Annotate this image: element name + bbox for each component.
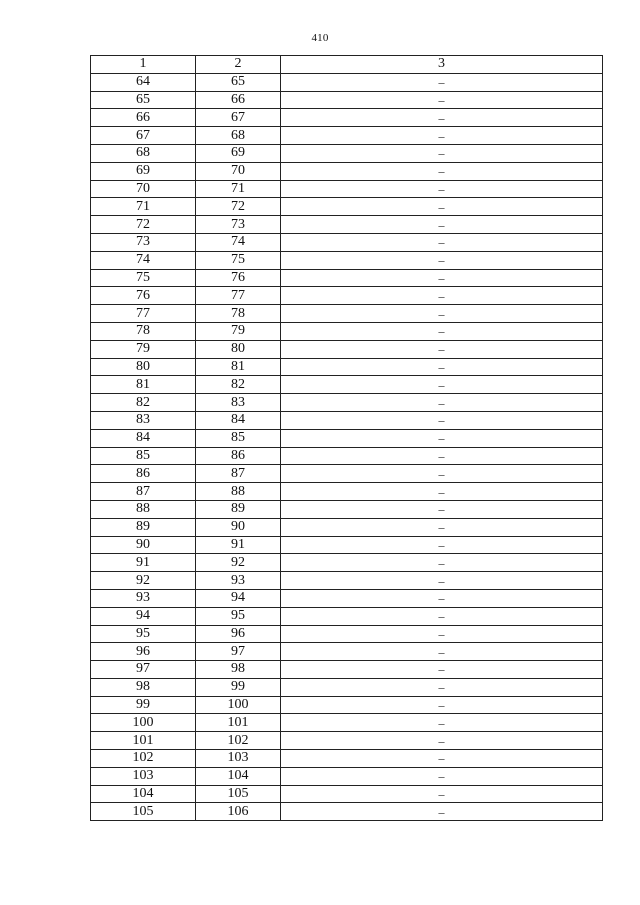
- table-cell-col-2: 67: [196, 109, 281, 127]
- table-cell-col-1: 83: [91, 411, 196, 429]
- table-cell-col-1: 102: [91, 750, 196, 768]
- table-cell-col-3: –: [281, 732, 603, 750]
- table-cell-col-3: –: [281, 500, 603, 518]
- table-row: [91, 696, 603, 714]
- table-cell-col-3: –: [281, 429, 603, 447]
- table-body: [91, 73, 603, 820]
- table-cell-col-1: 86: [91, 465, 196, 483]
- table-cell-col-1: 93: [91, 589, 196, 607]
- table-cell-col-2: 104: [196, 767, 281, 785]
- table-row: [91, 233, 603, 251]
- table-cell-col-3: –: [281, 269, 603, 287]
- table-cell-col-2: 91: [196, 536, 281, 554]
- table-cell-col-2: 69: [196, 144, 281, 162]
- table-cell-col-2: 72: [196, 198, 281, 216]
- table-cell-col-2: 96: [196, 625, 281, 643]
- table-cell-col-2: 80: [196, 340, 281, 358]
- table-cell-col-2: 100: [196, 696, 281, 714]
- table-cell-col-3: –: [281, 661, 603, 679]
- table-cell-col-2: 92: [196, 554, 281, 572]
- table-cell-col-3: –: [281, 483, 603, 501]
- table-cell-col-2: 83: [196, 394, 281, 412]
- table-cell-col-2: 93: [196, 572, 281, 590]
- table-cell-col-1: 98: [91, 678, 196, 696]
- table-cell-col-2: 89: [196, 500, 281, 518]
- table-cell-col-1: 96: [91, 643, 196, 661]
- table-cell-col-3: –: [281, 144, 603, 162]
- table-row: [91, 180, 603, 198]
- page-number: 410: [311, 32, 329, 44]
- table-cell-col-3: –: [281, 750, 603, 768]
- table-row: [91, 447, 603, 465]
- table-row: [91, 750, 603, 768]
- table-cell-col-2: 90: [196, 518, 281, 536]
- table-row: [91, 518, 603, 536]
- table-cell-col-2: 99: [196, 678, 281, 696]
- table-cell-col-2: 82: [196, 376, 281, 394]
- table-cell-col-1: 67: [91, 127, 196, 145]
- table-cell-col-1: 73: [91, 233, 196, 251]
- table-cell-col-2: 74: [196, 233, 281, 251]
- table-cell-col-3: –: [281, 518, 603, 536]
- table-row: [91, 625, 603, 643]
- table-cell-col-1: 94: [91, 607, 196, 625]
- table-cell-col-1: 78: [91, 322, 196, 340]
- table-cell-col-1: 90: [91, 536, 196, 554]
- table-cell-col-1: 76: [91, 287, 196, 305]
- table-cell-col-1: 77: [91, 305, 196, 323]
- table-cell-col-2: 95: [196, 607, 281, 625]
- table-cell-col-3: –: [281, 216, 603, 234]
- table-cell-col-2: 102: [196, 732, 281, 750]
- table-row: [91, 269, 603, 287]
- table-cell-col-2: 84: [196, 411, 281, 429]
- table-cell-col-3: –: [281, 162, 603, 180]
- table-row: [91, 572, 603, 590]
- table-row: [91, 429, 603, 447]
- table-cell-col-1: 101: [91, 732, 196, 750]
- table-row: [91, 803, 603, 821]
- table-cell-col-3: –: [281, 465, 603, 483]
- table-cell-col-3: –: [281, 180, 603, 198]
- data-table: [90, 55, 603, 821]
- table-cell-col-1: 70: [91, 180, 196, 198]
- table-cell-col-1: 91: [91, 554, 196, 572]
- table-row: [91, 287, 603, 305]
- table-cell-col-1: 66: [91, 109, 196, 127]
- table-cell-col-2: 71: [196, 180, 281, 198]
- header-row: [91, 56, 603, 74]
- table-cell-col-2: 66: [196, 91, 281, 109]
- table-cell-col-3: –: [281, 198, 603, 216]
- table-cell-col-1: 95: [91, 625, 196, 643]
- table-row: [91, 714, 603, 732]
- table-cell-col-1: 89: [91, 518, 196, 536]
- table-cell-col-1: 72: [91, 216, 196, 234]
- table-cell-col-3: –: [281, 233, 603, 251]
- table-cell-col-1: 79: [91, 340, 196, 358]
- table-row: [91, 589, 603, 607]
- table-cell-col-3: –: [281, 625, 603, 643]
- table-cell-col-1: 65: [91, 91, 196, 109]
- table-row: [91, 251, 603, 269]
- table-row: [91, 411, 603, 429]
- table-cell-col-3: –: [281, 340, 603, 358]
- table-cell-col-1: 92: [91, 572, 196, 590]
- table-cell-col-3: –: [281, 767, 603, 785]
- table-cell-col-3: –: [281, 322, 603, 340]
- column-header-1: 1: [91, 56, 196, 74]
- table-cell-col-3: –: [281, 554, 603, 572]
- table-cell-col-2: 65: [196, 73, 281, 91]
- table-cell-col-3: –: [281, 572, 603, 590]
- table-row: [91, 767, 603, 785]
- table-row: [91, 358, 603, 376]
- table-cell-col-3: –: [281, 643, 603, 661]
- table-cell-col-2: 88: [196, 483, 281, 501]
- table-cell-col-1: 87: [91, 483, 196, 501]
- table-cell-col-1: 80: [91, 358, 196, 376]
- table-row: [91, 91, 603, 109]
- table-cell-col-2: 106: [196, 803, 281, 821]
- table-cell-col-3: –: [281, 394, 603, 412]
- table-cell-col-3: –: [281, 305, 603, 323]
- table-cell-col-3: –: [281, 91, 603, 109]
- table-row: [91, 536, 603, 554]
- table-cell-col-2: 94: [196, 589, 281, 607]
- table-cell-col-1: 75: [91, 269, 196, 287]
- table-cell-col-2: 98: [196, 661, 281, 679]
- table-row: [91, 554, 603, 572]
- table-cell-col-2: 76: [196, 269, 281, 287]
- table-row: [91, 483, 603, 501]
- table-cell-col-3: –: [281, 447, 603, 465]
- table-cell-col-2: 105: [196, 785, 281, 803]
- table-cell-col-1: 84: [91, 429, 196, 447]
- table-cell-col-3: –: [281, 73, 603, 91]
- table-cell-col-1: 104: [91, 785, 196, 803]
- table-cell-col-2: 70: [196, 162, 281, 180]
- table-cell-col-3: –: [281, 109, 603, 127]
- table-row: [91, 732, 603, 750]
- table-row: [91, 305, 603, 323]
- table-row: [91, 465, 603, 483]
- table-row: [91, 678, 603, 696]
- table-row: [91, 144, 603, 162]
- table-cell-col-2: 78: [196, 305, 281, 323]
- table-cell-col-2: 86: [196, 447, 281, 465]
- table-cell-col-1: 69: [91, 162, 196, 180]
- table-cell-col-1: 64: [91, 73, 196, 91]
- table-row: [91, 109, 603, 127]
- table-row: [91, 127, 603, 145]
- table-row: [91, 162, 603, 180]
- table-cell-col-2: 79: [196, 322, 281, 340]
- table-cell-col-3: –: [281, 251, 603, 269]
- table-cell-col-3: –: [281, 536, 603, 554]
- table-cell-col-3: –: [281, 127, 603, 145]
- table-cell-col-3: –: [281, 678, 603, 696]
- table-cell-col-3: –: [281, 287, 603, 305]
- table-cell-col-3: –: [281, 714, 603, 732]
- table-cell-col-2: 97: [196, 643, 281, 661]
- table-row: [91, 785, 603, 803]
- table-row: [91, 607, 603, 625]
- table-cell-col-2: 101: [196, 714, 281, 732]
- table-cell-col-3: –: [281, 696, 603, 714]
- table-row: [91, 73, 603, 91]
- table-row: [91, 216, 603, 234]
- table-cell-col-2: 75: [196, 251, 281, 269]
- table-cell-col-1: 100: [91, 714, 196, 732]
- table-cell-col-2: 81: [196, 358, 281, 376]
- column-header-2: 2: [196, 56, 281, 74]
- table-cell-col-1: 88: [91, 500, 196, 518]
- table-cell-col-1: 82: [91, 394, 196, 412]
- table-cell-col-2: 77: [196, 287, 281, 305]
- table-row: [91, 340, 603, 358]
- column-header-3: 3: [281, 56, 603, 74]
- table-header: [91, 56, 603, 74]
- table-cell-col-3: –: [281, 785, 603, 803]
- table-row: [91, 376, 603, 394]
- table-cell-col-2: 85: [196, 429, 281, 447]
- table-row: [91, 198, 603, 216]
- table-cell-col-1: 99: [91, 696, 196, 714]
- table-cell-col-1: 68: [91, 144, 196, 162]
- table-cell-col-2: 73: [196, 216, 281, 234]
- table-row: [91, 500, 603, 518]
- table-row: [91, 661, 603, 679]
- table-cell-col-1: 71: [91, 198, 196, 216]
- table-cell-col-2: 103: [196, 750, 281, 768]
- table-row: [91, 394, 603, 412]
- table-cell-col-1: 74: [91, 251, 196, 269]
- table-cell-col-1: 105: [91, 803, 196, 821]
- table-cell-col-3: –: [281, 589, 603, 607]
- table-cell-col-3: –: [281, 411, 603, 429]
- table-cell-col-1: 103: [91, 767, 196, 785]
- table-cell-col-3: –: [281, 607, 603, 625]
- table-row: [91, 322, 603, 340]
- table-cell-col-2: 68: [196, 127, 281, 145]
- table-cell-col-1: 97: [91, 661, 196, 679]
- table-cell-col-1: 85: [91, 447, 196, 465]
- table-cell-col-3: –: [281, 803, 603, 821]
- table-row: [91, 643, 603, 661]
- table-cell-col-1: 81: [91, 376, 196, 394]
- table-cell-col-2: 87: [196, 465, 281, 483]
- table-cell-col-3: –: [281, 358, 603, 376]
- table-cell-col-3: –: [281, 376, 603, 394]
